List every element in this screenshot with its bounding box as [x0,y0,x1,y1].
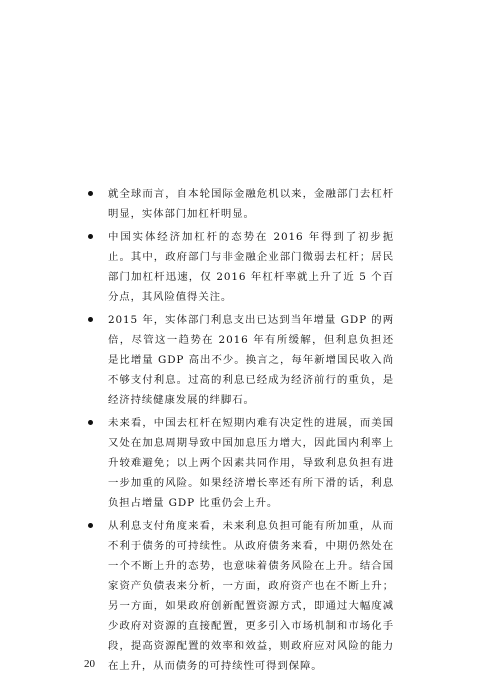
bullet-list [88,184,394,679]
list-item [88,184,394,224]
list-item [88,310,394,410]
bullet-icon [88,234,93,239]
list-item [88,227,394,307]
bullet-text: 就全球而言，自本轮国际金融危机以来，金融部门去杠杆明显，实体部门加杠杆明显。 [108,188,394,220]
bullet-icon [88,523,93,528]
page-number: 20 [84,658,95,670]
bullet-icon [88,317,93,322]
list-item [88,413,394,513]
bullet-text: 从利息支付角度来看，未来利息负担可能有所加重，从而不利于债务的可持续性。从政府债务来看，中期仍然处在一个不断上升的态势，也意味着债务风险在上升。结合国家资产负债表来分析，一方面，政府资产也在不断上升；另一方面，如果政府创新配置资源方式，即通过大幅度减少政府对资源的直接配置，更多引入市场机制和市场化手段，提高资源配置的效率和效益，则政府应对风险的能力在上升，从而债务的可持续性可得到保障。 [108,520,394,672]
bullet-icon [88,420,93,425]
bullet-text: 中国实体经济加杠杆的态势在 2016 年得到了初步扼止。其中，政府部门与非金融企业部门微弱去杠杆；居民部门加杠杆迅速，仅 2016 年杠杆率就上升了近 5 个百分点，其风险值得关注。 [108,231,394,303]
bullet-text: 2015 年，实体部门利息支出已达到当年增量 GDP 的两倍，尽管这一趋势在 2016 年有所缓解，但利息负担还是比增量 GDP 高出不少。换言之，每年新增国民收入尚不够支付利息。过高的利息已经成为经济前行的重负，是经济持续健康发展的绊脚石。 [108,314,394,406]
bullet-text: 未来看，中国去杠杆在短期内难有决定性的进展，而美国又处在加息周期导致中国加息压力增大，因此国内利率上升较难避免；以上两个因素共同作用，导致利息负担有进一步加重的风险。如果经济增长率还有所下滑的话，利息负担占增量 GDP 比重仍会上升。 [108,417,394,509]
list-item [88,516,394,676]
bullet-icon [88,191,93,196]
